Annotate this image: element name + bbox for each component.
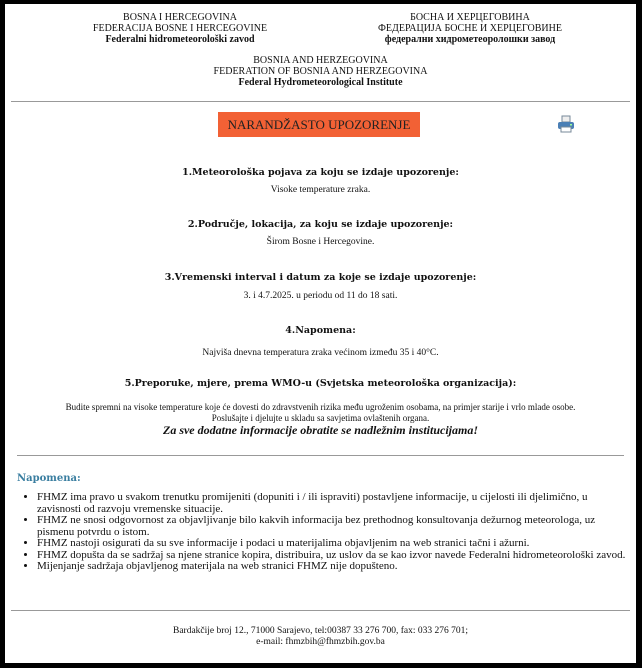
- divider: [11, 610, 630, 611]
- warning-level-button[interactable]: NARANDŽASTO UPOZORENJE: [218, 112, 420, 137]
- header-center: [5, 55, 636, 88]
- section-title: 4.Napomena:: [285, 325, 356, 336]
- section-title: 3.Vremenski interval i datum za koje se izdaje upozorenje:: [164, 272, 477, 283]
- list-item: • FHMZ ima pravo u svakom trenutku promijeniti (dopuniti i / ili ispraviti) postavljene informacije, u cijelosti ili djelimično, u zavisnosti od razvoju vremenske situacije.: [37, 492, 627, 515]
- footer-address: Bardakčije broj 12., 71000 Sarajevo, tel:00387 33 276 700, fax: 033 276 701;: [173, 626, 468, 636]
- printer-icon[interactable]: [556, 114, 576, 134]
- header-line: ФЕДЕРАЦИЈА БОСНЕ И ХЕРЦЕГОВИНЕ: [378, 23, 562, 34]
- note-list: [19, 492, 627, 573]
- footer-email[interactable]: e-mail: fhmzbih@fhmzbih.gov.ba: [256, 637, 385, 647]
- section-title: 5.Preporuke, mjere, prema WMO-u (Svjetska meteorološka organizacija):: [124, 378, 517, 389]
- header-line: FEDERACIJA BOSNE I HERCEGOVINE: [92, 23, 268, 34]
- header-line: BOSNIA AND HERZEGOVINA: [253, 55, 388, 66]
- section-value: Širom Bosne i Hercegovine.: [266, 237, 375, 247]
- header-line: БОСНА И ХЕРЦЕГОВИНА: [410, 12, 530, 23]
- footer: [5, 626, 636, 648]
- header-line: Federalni hidrometeorološki zavod: [105, 34, 255, 45]
- section-value: Poslušajte i djelujte u skladu sa savjetima ovlaštenih organa.: [211, 413, 430, 423]
- warning-page: [5, 4, 636, 663]
- section-value: Najviša dnevna temperatura zraka većinom između 35 i 40°C.: [202, 348, 439, 358]
- section-title: 2.Područje, lokacija, za koju se izdaje upozorenje:: [187, 219, 454, 230]
- note-title: Napomena:: [17, 473, 81, 484]
- divider: [11, 101, 630, 102]
- section-value: 3. i 4.7.2025. u periodu od 11 do 18 sati.: [243, 291, 398, 301]
- list-item: • Mijenjanje sadržaja objavljenog materijala na web stranici FHMZ nije dopušteno.: [37, 561, 627, 573]
- list-item: • FHMZ dopušta da se sadržaj sa njene stranice kopira, distribuira, uz uslov da se kao izvor navede Federalni hidrometeorološki zavod.: [37, 550, 627, 562]
- header-line: FEDERATION OF BOSNIA AND HERZEGOVINA: [213, 66, 428, 77]
- emphasis-text: Za sve dodatne informacije obratite se nadležnim institucijama!: [162, 423, 478, 437]
- section-title: 1.Meteorološka pojava za koju se izdaje upozorenje:: [182, 167, 459, 178]
- header-right: [345, 12, 595, 45]
- section-value: Visoke temperature zraka.: [270, 185, 371, 195]
- header-line: Federal Hydrometeorological Institute: [238, 77, 403, 88]
- list-item: • FHMZ ne snosi odgovornost za objavljivanje bilo kakvih informacija bez prethodnog konsultovanja dežurnog meteorologa, uz pismenu potvrdu o istom.: [37, 515, 627, 538]
- section-value: Budite spremni na visoke temperature koje će dovesti do zdravstvenih rizika među ugroženim osobama, na primjer starije i vrlo mlade osobe.: [65, 402, 576, 412]
- divider: [17, 455, 624, 456]
- list-item: • FHMZ nastoji osigurati da su sve informacije i podaci u materijalima objavljenim na web stranici tačni i ažurni.: [37, 538, 627, 550]
- header-left: [55, 12, 305, 45]
- header-line: федерални хидрометеоролошки завод: [384, 34, 556, 45]
- header-line: BOSNA I HERCEGOVINA: [123, 12, 237, 23]
